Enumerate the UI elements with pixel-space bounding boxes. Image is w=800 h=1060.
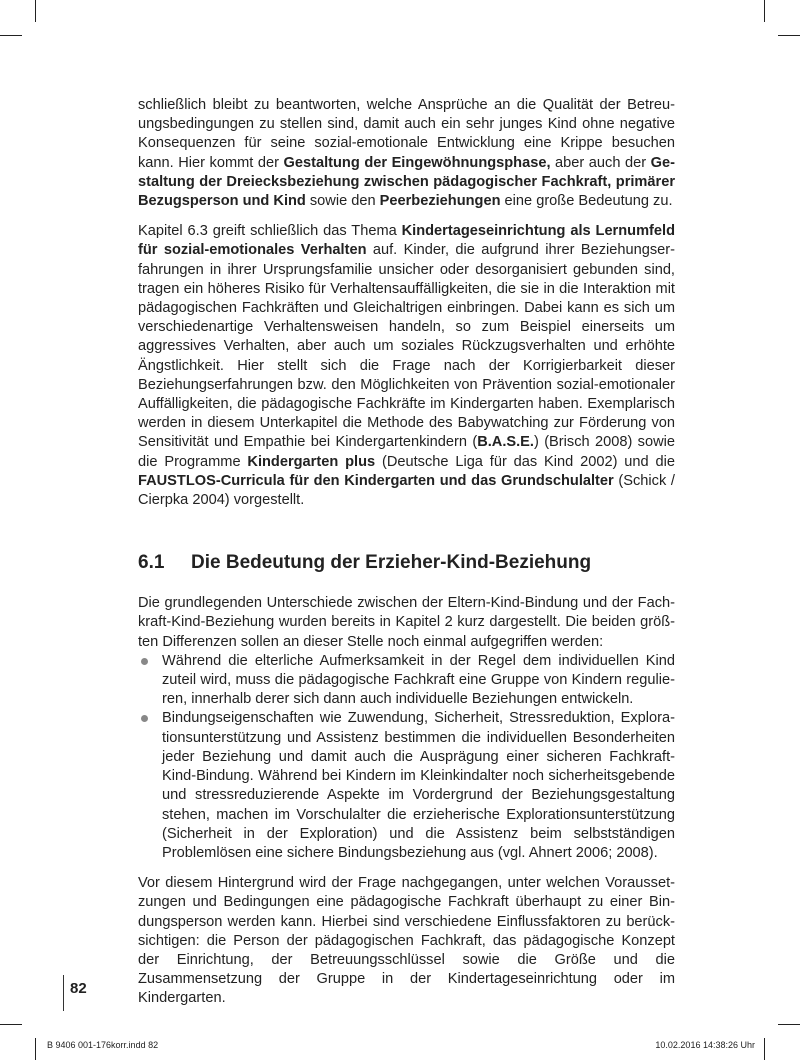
paragraph: schließlich bleibt zu beantworten, welche Ansprüche an die Qualität der Betreuungsbedingungen zu stellen sind, damit auch ein sehr junges Kind ohne negative Konsequenzen für seine sozial-emotionale Entwicklung eine Krippe besuchen kann. Hier kommt der Gestaltung der Eingewöhnungsphase, aber auch der Gestaltung der Dreiecksbeziehung zwischen pädagogischer Fachkraft, primärer Bezugsperson und Kind sowie den Peerbeziehungen eine große Bedeutung zu.	[138, 97, 675, 210]
crop-mark	[778, 35, 800, 36]
crop-mark	[0, 1024, 22, 1025]
bullet-list	[138, 652, 675, 863]
crop-mark	[0, 35, 22, 36]
bullet-item: Bindungseigenschaften wie Zuwendung, Sicherheit, Stressreduktion, Explorationsunterstützung und Assistenz bestimmen die individuellen Besonderheiten jeder Beziehung und damit auch die Ausprägung einer sicheren Fachkraft-Kind-Bindung. Während bei Kindern im Kleinkindalter noch sicherheitsgebende und stressreduzierende Aspekte im Vordergrund der Beziehungsgestaltung stehen, machen im Vorschulalter die erzieherische Explorationsunterstützung (Sicherheit in der Exploration) und die Assistenz beim selbstständigen Problemlösen eine sichere Bindungsbeziehung aus (vgl. Ahnert 2006; 2008).	[138, 709, 675, 863]
crop-mark	[35, 0, 36, 22]
bullet-item: Während die elterliche Aufmerksamkeit in der Regel dem individuellen Kind zuteil wird, muss die pädagogische Fachkraft eine Gruppe von Kindern regulieren, innerhalb derer sich dann auch individuelle Beziehungen entwickeln.	[138, 652, 675, 710]
folio-rule	[63, 975, 64, 1011]
bold-term: Peerbeziehungen	[379, 193, 501, 210]
bold-term: Gestaltung der Dreiecksbeziehung zwischen pädagogischer Fachkraft, primärer Bezugsperson und Kind	[138, 154, 675, 210]
section-number: 6.1	[138, 552, 165, 574]
paragraph: Vor diesem Hintergrund wird der Frage nachgegangen, unter welchen Voraussetzungen und Bedingungen eine pädagogische Fachkraft überhaupt zu einer Bindungsperson werden kann. Hierbei sind verschiedene Einflussfaktoren zu berücksichtigen: die Person der pädagogischen Fachkraft, das pädagogische Konzept der Einrichtung, der Betreuungsschlüssel sowie die Größe und die Zusammensetzung der Gruppe in der Kindertageseinrichtung oder im Kindergarten.	[138, 875, 675, 1007]
crop-mark	[35, 1038, 36, 1060]
crop-mark	[764, 0, 765, 22]
paragraph: Kapitel 6.3 greift schließlich das Thema Kindertageseinrichtung als Lernumfeld für sozial-emotionales Verhalten auf. Kinder, die aufgrund ihrer Beziehungserfahrungen in ihrer Ursprungsfamilie unsicher oder desorganisiert gebunden sind, tragen ein höheres Risiko für Verhaltensauffälligkeiten, die sie in die Interaktion mit pädagogischen Fachkräften und Gleichaltrigen einbringen. Dabei kann es sich um verschiedenartige Verhaltensweisen handeln, so zum Beispiel einerseits um aggressives Verhalten, aber auch um soziales Rückzugsverhalten und erhöhte Ängstlichkeit. Hier stellt sich die Frage nach der Korrigierbarkeit dieser Beziehungserfahrungen bzw. den Möglichkeiten von Prävention sozial-emotionaler Auffälligkeiten, die pädagogische Fachkräfte im Kindergarten haben. Exemplarisch werden in diesem Unterkapitel die Methode des Babywatching zur Förderung von Sensitivität und Empathie bei Kindergartenkindern (B.A.S.E.) (Brisch 2008) sowie die Programme Kindergarten plus (Deutsche Liga für das Kind 2002) und die FAUSTLOS-Curricula für den Kindergarten und das Grundschulalter (Schick / Cierpka 2004) vorgestellt.	[138, 223, 675, 509]
slug-timestamp: 10.02.2016 14:38:26 Uhr	[655, 1040, 755, 1050]
slug-file: B 9406 001-176korr.indd 82	[47, 1040, 159, 1050]
bold-term: Gestaltung der Eingewöhnungsphase,	[283, 154, 551, 171]
section-heading	[138, 551, 675, 575]
bold-term: Kindergarten plus	[247, 453, 376, 470]
crop-mark	[764, 1038, 765, 1060]
bold-term: B.A.S.E.	[477, 434, 534, 451]
bold-term: FAUSTLOS-Curricula für den Kindergarten und das Grundschulalter	[138, 472, 614, 489]
bold-term: Kindertageseinrichtung als Lernumfeld für sozial-emotionales Verhalten	[138, 223, 675, 259]
paragraph: Die grundlegenden Unterschiede zwischen der Eltern-Kind-Bindung und der Fachkraft-Kind-Beziehung wurden bereits in Kapitel 2 kurz dargestellt. Die beiden größten Differenzen sollen an dieser Stelle noch einmal aufgegriffen werden:	[138, 595, 675, 650]
page-body	[138, 96, 675, 1020]
page-number: 82	[70, 980, 87, 997]
crop-mark	[778, 1024, 800, 1025]
section-title: Die Bedeutung der Erzieher-Kind-Beziehung	[191, 552, 592, 574]
